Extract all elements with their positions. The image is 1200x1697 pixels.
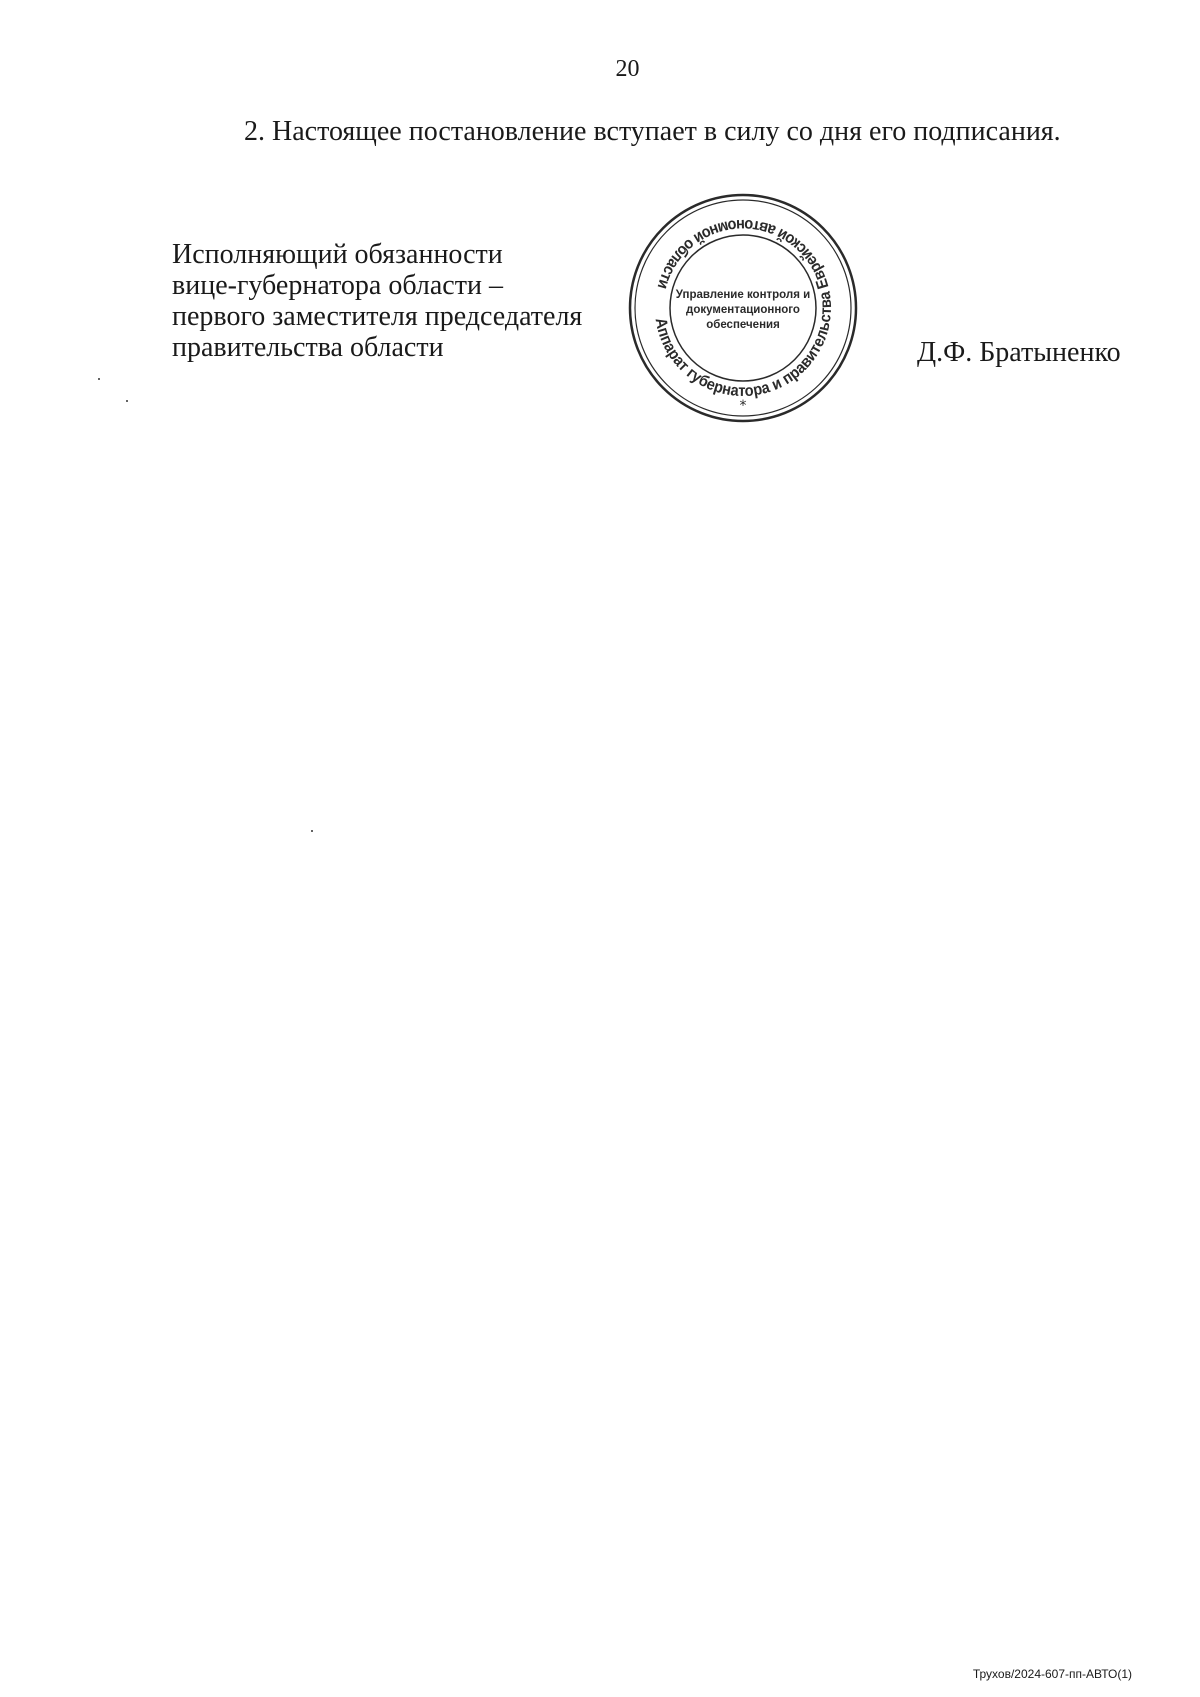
signatory-name: Д.Ф. Братыненко <box>917 337 1121 368</box>
seal-star-icon: * <box>739 398 747 414</box>
signatory-title-line: первого заместителя председателя <box>172 301 583 332</box>
seal-ring-text: Аппарат губернатора и правительства Еврейской автономной области <box>651 215 836 401</box>
signatory-title-line: Исполняющий обязанности <box>172 239 503 270</box>
seal-graphic <box>627 192 859 424</box>
clause-text: 2. Настоящее постановление вступает в силу со дня его подписания. <box>244 116 1061 147</box>
seal-center-line: документационного <box>686 304 800 316</box>
scan-speck <box>126 400 128 402</box>
seal-center-line: Управление контроля и <box>675 289 811 301</box>
official-seal <box>627 192 859 424</box>
signatory-title-line: правительства области <box>172 332 444 363</box>
seal-center-line: обеспечения <box>706 319 780 331</box>
scan-speck <box>98 378 100 380</box>
signatory-title-line: вице-губернатора области – <box>172 270 503 301</box>
scan-speck <box>311 830 313 832</box>
document-reference: Трухов/2024-607-пп-АВТО(1) <box>972 1667 1132 1681</box>
page-number: 20 <box>615 56 640 82</box>
signatory-title <box>172 239 582 363</box>
